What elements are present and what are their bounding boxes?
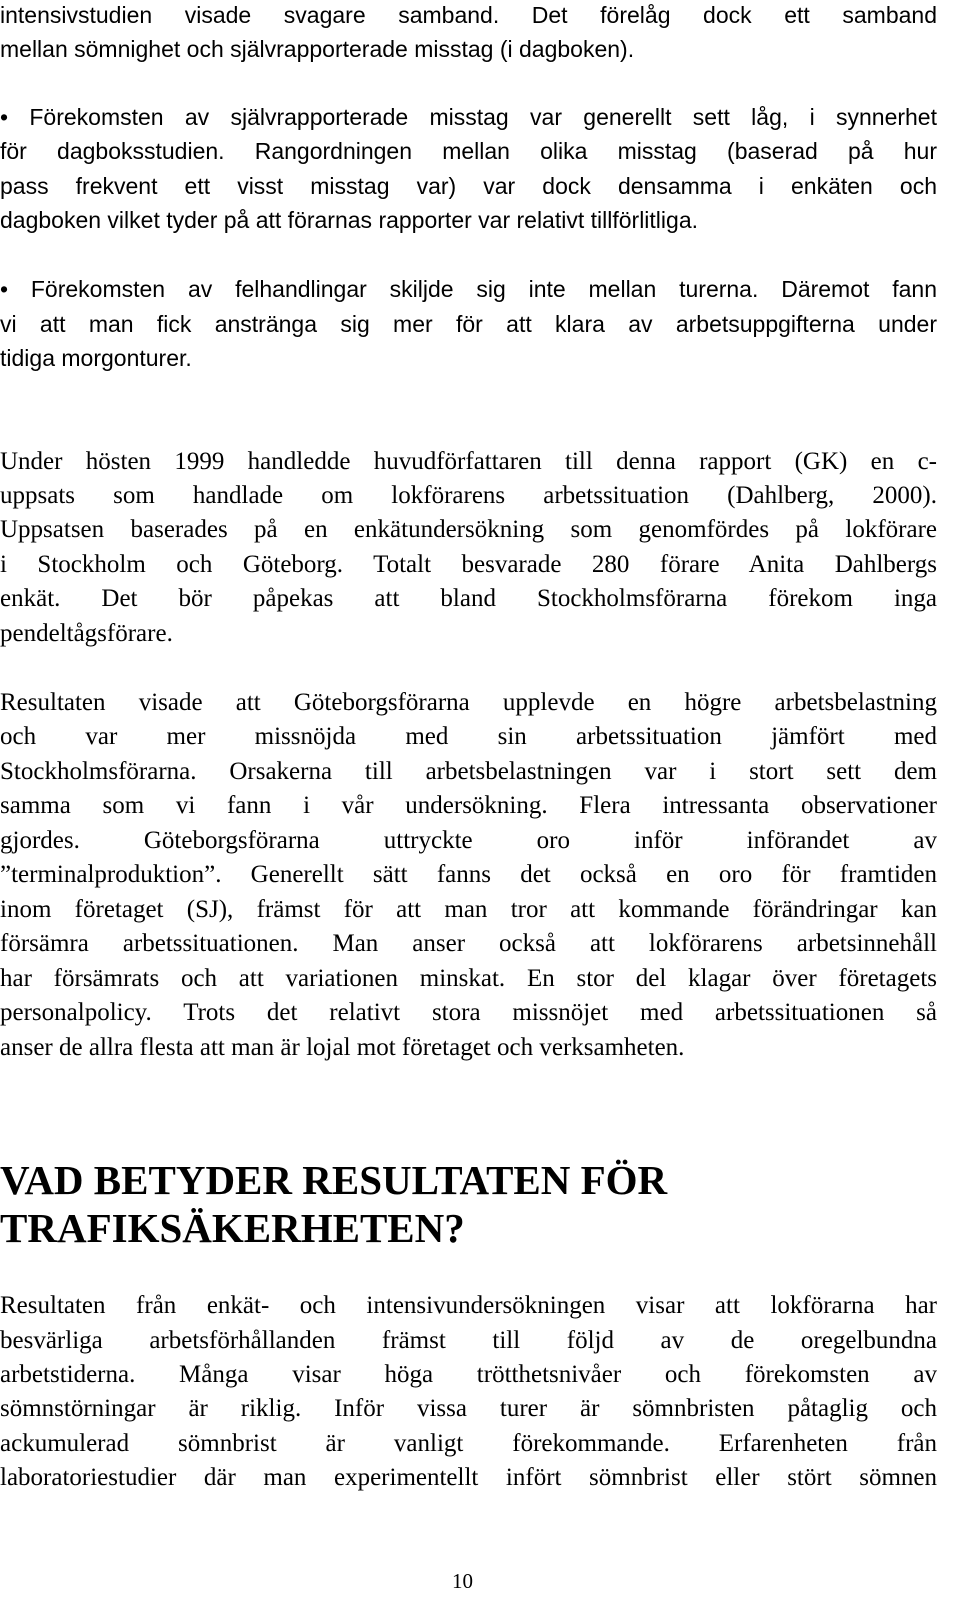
paragraph-line: ”terminalproduktion”. Generellt sätt fanns det också en oro för framtiden <box>0 861 937 888</box>
page-number: 10 <box>452 1569 473 1593</box>
paragraph-line: Under hösten 1999 handledde huvudförfattaren till denna rapport (GK) en c- <box>0 448 937 475</box>
text-line: intensivstudien visade svagare samband. Det förelåg dock ett samband <box>0 2 937 28</box>
paragraph-line: uppsats som handlade om lokförarens arbetssituation (Dahlberg, 2000). <box>0 482 937 509</box>
text-line: pass frekvent ett visst misstag var) var dock densamma i enkäten och <box>0 173 937 199</box>
paragraph-line: sömnstörningar är riklig. Inför vissa turer är sömnbristen påtaglig och <box>0 1395 937 1422</box>
paragraph-line: i Stockholm och Göteborg. Totalt besvarade 280 förare Anita Dahlbergs <box>0 551 937 578</box>
paragraph-line: anser de allra flesta att man är lojal mot företaget och verksamheten. <box>0 1034 685 1061</box>
paragraph-line: pendeltågsförare. <box>0 620 173 647</box>
text-line: tidiga morgonturer. <box>0 345 192 371</box>
paragraph-line: besvärliga arbetsförhållanden främst till följd av de oregelbundna <box>0 1327 937 1354</box>
section-heading: TRAFIKSÄKERHETEN? <box>0 1205 465 1251</box>
section-heading: VAD BETYDER RESULTATEN FÖR <box>0 1157 668 1203</box>
paragraph-line: gjordes. Göteborgsförarna uttryckte oro inför införandet av <box>0 827 937 854</box>
paragraph-line: försämra arbetssituationen. Man anser också att lokförarens arbetsinnehåll <box>0 930 937 957</box>
paragraph-line: laboratoriestudier där man experimentellt infört sömnbrist eller stört sömnen <box>0 1464 937 1491</box>
paragraph-line: Uppsatsen baserades på en enkätundersökning som genomfördes på lokförare <box>0 516 937 543</box>
bullet-item-line: • Förekomsten av felhandlingar skiljde sig inte mellan turerna. Däremot fann <box>0 276 937 302</box>
paragraph-line: samma som vi fann i vår undersökning. Flera intressanta observationer <box>0 792 937 819</box>
bullet-item-line: • Förekomsten av självrapporterade misstag var generellt sett låg, i synnerhet <box>0 104 937 130</box>
paragraph-line: enkät. Det bör påpekas att bland Stockholmsförarna förekom inga <box>0 585 937 612</box>
paragraph-line: Stockholmsförarna. Orsakerna till arbetsbelastningen var i stort sett dem <box>0 758 937 785</box>
paragraph-line: arbetstiderna. Många visar höga trötthetsnivåer och förekomsten av <box>0 1361 937 1388</box>
paragraph-line: och var mer missnöjda med sin arbetssituation jämfört med <box>0 723 937 750</box>
text-line: mellan sömnighet och självrapporterade misstag (i dagboken). <box>0 36 635 62</box>
text-line: dagboken vilket tyder på att förarnas rapporter var relativt tillförlitliga. <box>0 207 698 233</box>
paragraph-line: ackumulerad sömnbrist är vanligt förekommande. Erfarenheten från <box>0 1430 937 1457</box>
paragraph-line: har försämrats och att variationen minskat. En stor del klagar över företagets <box>0 965 937 992</box>
text-line: för dagboksstudien. Rangordningen mellan olika misstag (baserad på hur <box>0 138 937 164</box>
paragraph-line: inom företaget (SJ), främst för att man tror att kommande förändringar kan <box>0 896 937 923</box>
text-line: vi att man fick anstränga sig mer för att klara av arbetsuppgifterna under <box>0 311 937 337</box>
paragraph-line: personalpolicy. Trots det relativt stora missnöjet med arbetssituationen så <box>0 999 937 1026</box>
paragraph-line: Resultaten visade att Göteborgsförarna upplevde en högre arbetsbelastning <box>0 689 937 716</box>
paragraph-line: Resultaten från enkät- och intensivundersökningen visar att lokförarna har <box>0 1292 937 1319</box>
